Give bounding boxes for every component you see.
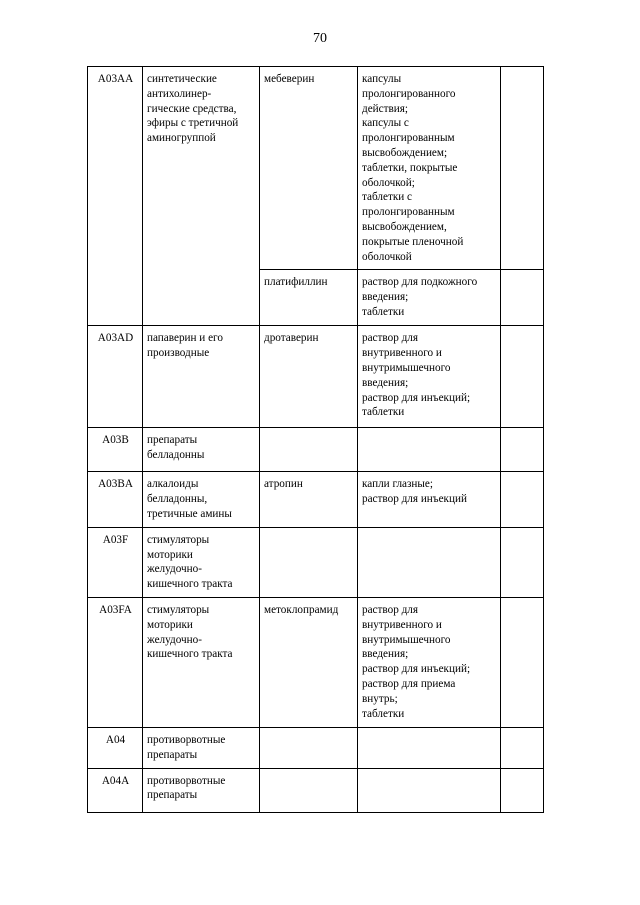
dosage-forms-cell-line: внутримышечного [362, 633, 451, 646]
atc-code: A03AA [97, 73, 134, 85]
table-row [88, 472, 544, 527]
substance-cell [260, 527, 358, 597]
dosage-forms-cell-line: раствор для подкожного [362, 276, 478, 289]
atc-code-cell [88, 527, 143, 597]
dosage-forms-cell [358, 768, 501, 812]
substance-cell-line: дротаверин [264, 332, 319, 345]
substance-cell [260, 768, 358, 812]
atc-code-cell [88, 428, 143, 472]
dosage-forms-cell-line: внутривенного и [362, 618, 442, 631]
dosage-forms-cell-line: действия; [362, 102, 409, 115]
dosage-forms-cell [358, 727, 501, 768]
drug-table [87, 66, 544, 813]
dosage-forms-cell-line: таблетки с [362, 191, 413, 204]
dosage-forms-cell-line: раствор для [362, 603, 419, 616]
group-cell-line: противорвотные [147, 774, 226, 787]
dosage-forms-cell [358, 472, 501, 527]
substance-cell [260, 326, 358, 428]
dosage-forms-cell-line: таблетки, покрытые [362, 161, 458, 174]
empty-cell [501, 270, 544, 326]
atc-code: A03F [102, 533, 129, 546]
page-number: 70 [313, 31, 327, 46]
substance-cell [260, 727, 358, 768]
group-cell-line: кишечного тракта [147, 648, 233, 661]
dosage-forms-cell-line: пролонгированного [362, 87, 456, 100]
atc-code: A03B [102, 434, 129, 447]
group-cell-line: стимуляторы [147, 603, 210, 616]
group-cell-line: алкалоиды [147, 478, 199, 491]
dosage-forms-cell-line: оболочкой; [362, 176, 415, 189]
atc-code-cell [88, 472, 143, 527]
dosage-forms-cell-line: раствор для [362, 332, 419, 345]
dosage-forms-cell [358, 326, 501, 428]
group-cell-line: белладонны [147, 449, 205, 462]
group-cell-line: белладонны, [147, 493, 208, 506]
dosage-forms-cell-line: таблетки [362, 305, 405, 318]
group-cell-line: желудочно- [147, 563, 202, 576]
dosage-forms-cell-line: покрытые пленочной [362, 235, 464, 248]
group-cell-line: третичные амины [147, 507, 232, 520]
empty-cell [501, 472, 544, 527]
substance-cell-line: метоклопрамид [264, 603, 339, 616]
table-row [88, 727, 544, 768]
dosage-forms-cell-line: высвобождением; [362, 146, 448, 159]
dosage-forms-cell [358, 428, 501, 472]
atc-code: A04 [105, 733, 126, 746]
dosage-forms-cell-line: пролонгированным [362, 132, 455, 145]
table-row [88, 428, 544, 472]
substance-cell-line: платифиллин [264, 276, 328, 289]
empty-cell [501, 67, 544, 270]
substance-cell [260, 597, 358, 727]
group-cell [143, 472, 260, 527]
table-row [88, 768, 544, 812]
dosage-forms-cell-line: введения; [362, 291, 409, 304]
dosage-forms-cell [358, 597, 501, 727]
dosage-forms-cell-line: пролонгированным [362, 206, 455, 219]
group-cell-line: препараты [147, 434, 198, 447]
atc-code: A03AD [97, 332, 134, 345]
dosage-forms-cell [358, 67, 501, 270]
empty-cell [501, 768, 544, 812]
group-cell-line: синтетические [147, 73, 217, 85]
group-cell-line: желудочно- [147, 633, 202, 646]
group-cell-line: стимуляторы [147, 533, 210, 546]
group-cell [143, 527, 260, 597]
group-cell [143, 727, 260, 768]
group-cell [143, 67, 260, 326]
group-cell-line: препараты [147, 789, 198, 802]
atc-code: A03FA [99, 603, 132, 616]
group-cell [143, 326, 260, 428]
table-row [88, 67, 544, 270]
substance-cell [260, 67, 358, 270]
group-cell-line: кишечного тракта [147, 578, 233, 591]
group-cell-line: противорвотные [147, 733, 226, 746]
atc-code: A03BA [98, 478, 133, 491]
group-cell-line: производные [147, 347, 210, 360]
dosage-forms-cell-line: введения; [362, 648, 409, 661]
group-cell-line: папаверин и его [147, 332, 223, 345]
dosage-forms-cell-line: внутримышечного [362, 361, 451, 374]
dosage-forms-cell-line: капсулы [362, 73, 402, 85]
group-cell-line: моторики [147, 618, 193, 631]
table-row [88, 597, 544, 727]
dosage-forms-cell-line: оболочкой [362, 250, 412, 263]
empty-cell [501, 527, 544, 597]
empty-cell [501, 597, 544, 727]
substance-cell [260, 428, 358, 472]
substance-cell [260, 270, 358, 326]
dosage-forms-cell [358, 270, 501, 326]
empty-cell [501, 326, 544, 428]
empty-cell [501, 727, 544, 768]
dosage-forms-cell-line: капсулы с [362, 117, 409, 130]
group-cell [143, 768, 260, 812]
group-cell [143, 428, 260, 472]
dosage-forms-cell-line: раствор для приема [362, 677, 456, 690]
atc-code-cell [88, 326, 143, 428]
dosage-forms-cell-line: высвобождением, [362, 220, 447, 233]
table-row [88, 326, 544, 428]
group-cell-line: эфиры с третичной [147, 117, 239, 130]
group-cell-line: гические средства, [147, 102, 237, 115]
empty-cell [501, 428, 544, 472]
dosage-forms-cell-line: раствор для инъекций [362, 493, 467, 506]
dosage-forms-cell-line: капли глазные; [362, 478, 434, 491]
group-cell-line: аминогруппой [147, 132, 216, 145]
atc-code-cell [88, 67, 143, 326]
dosage-forms-cell [358, 527, 501, 597]
dosage-forms-cell-line: раствор для инъекций; [362, 663, 471, 676]
atc-code-cell [88, 727, 143, 768]
group-cell-line: моторики [147, 548, 193, 561]
dosage-forms-cell-line: таблетки [362, 406, 405, 419]
dosage-forms-cell-line: таблетки [362, 707, 405, 720]
dosage-forms-cell-line: внутривенного и [362, 347, 442, 360]
substance-cell-line: атропин [264, 478, 303, 491]
group-cell [143, 597, 260, 727]
table-row [88, 527, 544, 597]
atc-code-cell [88, 597, 143, 727]
dosage-forms-cell-line: внутрь; [362, 692, 398, 705]
substance-cell-line: мебеверин [264, 73, 315, 85]
atc-code-cell [88, 768, 143, 812]
dosage-forms-cell-line: введения; [362, 376, 409, 389]
atc-code: A04A [101, 774, 130, 787]
substance-cell [260, 472, 358, 527]
group-cell-line: препараты [147, 748, 198, 761]
group-cell-line: антихолинер- [147, 87, 212, 100]
dosage-forms-cell-line: раствор для инъекций; [362, 391, 471, 404]
